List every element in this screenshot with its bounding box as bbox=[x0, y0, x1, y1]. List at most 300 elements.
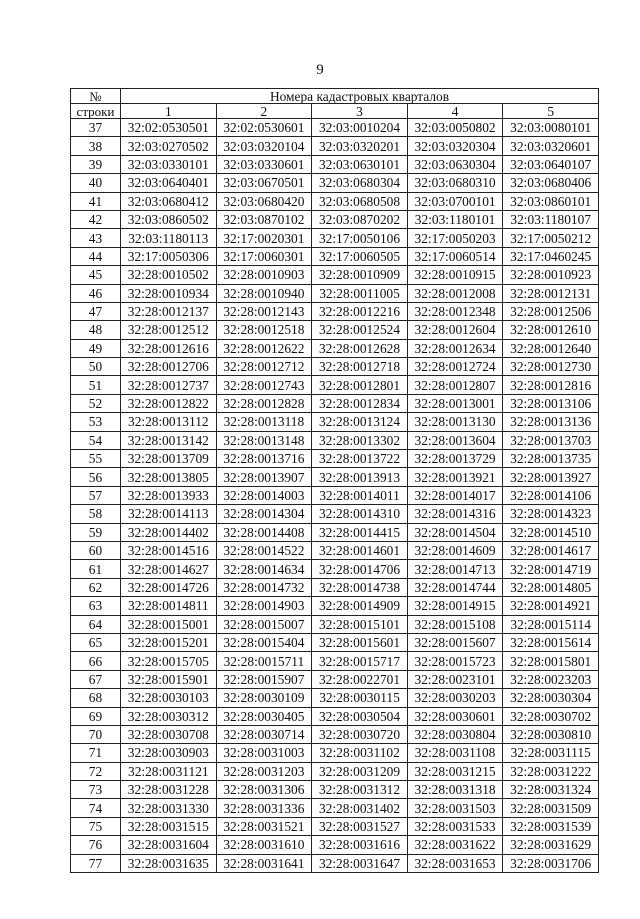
table-row bbox=[71, 799, 599, 817]
row-number-cell: 72 bbox=[71, 762, 121, 780]
cadastral-number-cell: 32:28:0013927 bbox=[503, 468, 599, 486]
cadastral-number-cell: 32:28:0031102 bbox=[312, 744, 408, 762]
cadastral-number-cell: 32:28:0014011 bbox=[312, 486, 408, 504]
cadastral-number-cell: 32:17:0050306 bbox=[121, 247, 217, 265]
row-number-cell: 71 bbox=[71, 744, 121, 762]
cadastral-number-cell: 32:28:0015001 bbox=[121, 615, 217, 633]
table-row bbox=[71, 762, 599, 780]
row-number-cell: 40 bbox=[71, 174, 121, 192]
cadastral-number-cell: 32:28:0031515 bbox=[121, 817, 217, 835]
table-row bbox=[71, 836, 599, 854]
cadastral-number-cell: 32:28:0030714 bbox=[216, 725, 312, 743]
table-row bbox=[71, 560, 599, 578]
row-number-cell: 41 bbox=[71, 192, 121, 210]
cadastral-number-cell: 32:28:0013142 bbox=[121, 431, 217, 449]
cadastral-number-cell: 32:03:0870202 bbox=[312, 210, 408, 228]
row-number-cell: 49 bbox=[71, 339, 121, 357]
cadastral-number-cell: 32:28:0030720 bbox=[312, 725, 408, 743]
cadastral-number-cell: 32:03:0680412 bbox=[121, 192, 217, 210]
cadastral-number-cell: 32:28:0012518 bbox=[216, 321, 312, 339]
cadastral-number-cell: 32:28:0013124 bbox=[312, 413, 408, 431]
table-row bbox=[71, 266, 599, 284]
cadastral-number-cell: 32:28:0012616 bbox=[121, 339, 217, 357]
cadastral-number-cell: 32:28:0031330 bbox=[121, 799, 217, 817]
cadastral-number-cell: 32:28:0014921 bbox=[503, 597, 599, 615]
cadastral-number-cell: 32:03:1180107 bbox=[503, 210, 599, 228]
table-row bbox=[71, 578, 599, 596]
cadastral-number-cell: 32:28:0014601 bbox=[312, 541, 408, 559]
cadastral-number-cell: 32:28:0012622 bbox=[216, 339, 312, 357]
table-row bbox=[71, 597, 599, 615]
row-number-cell: 67 bbox=[71, 670, 121, 688]
cadastral-number-cell: 32:28:0030304 bbox=[503, 689, 599, 707]
cadastral-number-cell: 32:28:0012143 bbox=[216, 302, 312, 320]
cadastral-number-cell: 32:03:0680310 bbox=[407, 174, 503, 192]
cadastral-quarters-table bbox=[70, 88, 599, 873]
row-number-cell: 63 bbox=[71, 597, 121, 615]
table-row bbox=[71, 321, 599, 339]
cadastral-number-cell: 32:28:0030312 bbox=[121, 707, 217, 725]
cadastral-number-cell: 32:28:0012640 bbox=[503, 339, 599, 357]
cadastral-number-cell: 32:03:0680508 bbox=[312, 192, 408, 210]
row-number-cell: 73 bbox=[71, 781, 121, 799]
cadastral-number-cell: 32:28:0015907 bbox=[216, 670, 312, 688]
row-number-cell: 50 bbox=[71, 358, 121, 376]
cadastral-number-cell: 32:28:0031533 bbox=[407, 817, 503, 835]
cadastral-number-cell: 32:28:0031503 bbox=[407, 799, 503, 817]
cadastral-number-cell: 32:28:0031121 bbox=[121, 762, 217, 780]
cadastral-number-cell: 32:28:0031647 bbox=[312, 854, 408, 872]
row-number-cell: 66 bbox=[71, 652, 121, 670]
cadastral-number-cell: 32:28:0010909 bbox=[312, 266, 408, 284]
table-row bbox=[71, 486, 599, 504]
cadastral-number-cell: 32:28:0030810 bbox=[503, 725, 599, 743]
cadastral-number-cell: 32:28:0012828 bbox=[216, 394, 312, 412]
table-row bbox=[71, 505, 599, 523]
cadastral-number-cell: 32:28:0012807 bbox=[407, 376, 503, 394]
cadastral-number-cell: 32:03:0700101 bbox=[407, 192, 503, 210]
cadastral-number-cell: 32:28:0031539 bbox=[503, 817, 599, 835]
cadastral-number-cell: 32:28:0031706 bbox=[503, 854, 599, 872]
cadastral-number-cell: 32:03:0640107 bbox=[503, 155, 599, 173]
cadastral-number-cell: 32:28:0012506 bbox=[503, 302, 599, 320]
column-header-4: 4 bbox=[407, 104, 503, 119]
cadastral-number-cell: 32:28:0015007 bbox=[216, 615, 312, 633]
cadastral-number-cell: 32:28:0014316 bbox=[407, 505, 503, 523]
cadastral-number-cell: 32:28:0031324 bbox=[503, 781, 599, 799]
row-number-cell: 43 bbox=[71, 229, 121, 247]
cadastral-number-cell: 32:03:0680420 bbox=[216, 192, 312, 210]
cadastral-number-cell: 32:03:0640401 bbox=[121, 174, 217, 192]
table-row bbox=[71, 744, 599, 762]
cadastral-number-cell: 32:28:0031622 bbox=[407, 836, 503, 854]
cadastral-number-cell: 32:28:0013302 bbox=[312, 431, 408, 449]
cadastral-number-cell: 32:28:0012743 bbox=[216, 376, 312, 394]
cadastral-number-cell: 32:28:0015114 bbox=[503, 615, 599, 633]
table-row bbox=[71, 339, 599, 357]
table-row bbox=[71, 431, 599, 449]
cadastral-number-cell: 32:28:0010915 bbox=[407, 266, 503, 284]
row-number-cell: 77 bbox=[71, 854, 121, 872]
cadastral-number-cell: 32:28:0031003 bbox=[216, 744, 312, 762]
cadastral-number-cell: 32:28:0014516 bbox=[121, 541, 217, 559]
cadastral-number-cell: 32:28:0012834 bbox=[312, 394, 408, 412]
cadastral-number-cell: 32:28:0030109 bbox=[216, 689, 312, 707]
cadastral-number-cell: 32:28:0011005 bbox=[312, 284, 408, 302]
cadastral-number-cell: 32:28:0014713 bbox=[407, 560, 503, 578]
cadastral-number-cell: 32:17:0050203 bbox=[407, 229, 503, 247]
table-row bbox=[71, 192, 599, 210]
cadastral-number-cell: 32:28:0013148 bbox=[216, 431, 312, 449]
cadastral-number-cell: 32:03:0330601 bbox=[216, 155, 312, 173]
cadastral-number-cell: 32:03:0680304 bbox=[312, 174, 408, 192]
table-body bbox=[71, 119, 599, 873]
row-number-cell: 44 bbox=[71, 247, 121, 265]
cadastral-number-cell: 32:28:0015607 bbox=[407, 633, 503, 651]
cadastral-number-cell: 32:28:0030103 bbox=[121, 689, 217, 707]
cadastral-number-cell: 32:03:0010204 bbox=[312, 119, 408, 137]
cadastral-number-cell: 32:28:0013136 bbox=[503, 413, 599, 431]
cadastral-number-cell: 32:28:0012604 bbox=[407, 321, 503, 339]
table-row bbox=[71, 670, 599, 688]
cadastral-number-cell: 32:28:0013130 bbox=[407, 413, 503, 431]
table-row bbox=[71, 247, 599, 265]
cadastral-number-cell: 32:28:0014617 bbox=[503, 541, 599, 559]
cadastral-number-cell: 32:28:0012512 bbox=[121, 321, 217, 339]
cadastral-number-cell: 32:28:0014915 bbox=[407, 597, 503, 615]
cadastral-number-cell: 32:17:0060301 bbox=[216, 247, 312, 265]
header-row-title bbox=[71, 89, 599, 104]
table-row bbox=[71, 781, 599, 799]
cadastral-number-cell: 32:28:0012706 bbox=[121, 358, 217, 376]
cadastral-number-cell: 32:28:0014522 bbox=[216, 541, 312, 559]
cadastral-number-cell: 32:28:0030405 bbox=[216, 707, 312, 725]
cadastral-number-cell: 32:28:0012801 bbox=[312, 376, 408, 394]
row-number-cell: 74 bbox=[71, 799, 121, 817]
cadastral-number-cell: 32:02:0530501 bbox=[121, 119, 217, 137]
cadastral-number-cell: 32:28:0015601 bbox=[312, 633, 408, 651]
cadastral-number-cell: 32:28:0012822 bbox=[121, 394, 217, 412]
column-header-3: 3 bbox=[312, 104, 408, 119]
cadastral-number-cell: 32:17:0460245 bbox=[503, 247, 599, 265]
row-number-cell: 70 bbox=[71, 725, 121, 743]
cadastral-number-cell: 32:28:0014732 bbox=[216, 578, 312, 596]
row-number-cell: 56 bbox=[71, 468, 121, 486]
cadastral-number-cell: 32:28:0023203 bbox=[503, 670, 599, 688]
cadastral-number-cell: 32:28:0030115 bbox=[312, 689, 408, 707]
cadastral-number-cell: 32:28:0014738 bbox=[312, 578, 408, 596]
column-header-2: 2 bbox=[216, 104, 312, 119]
cadastral-number-cell: 32:03:0080101 bbox=[503, 119, 599, 137]
cadastral-number-cell: 32:03:0320304 bbox=[407, 137, 503, 155]
cadastral-number-cell: 32:28:0031635 bbox=[121, 854, 217, 872]
cadastral-number-cell: 32:28:0015101 bbox=[312, 615, 408, 633]
cadastral-number-cell: 32:28:0015614 bbox=[503, 633, 599, 651]
cadastral-number-cell: 32:03:1180113 bbox=[121, 229, 217, 247]
cadastral-number-cell: 32:28:0031203 bbox=[216, 762, 312, 780]
cadastral-number-cell: 32:28:0015901 bbox=[121, 670, 217, 688]
table-row bbox=[71, 652, 599, 670]
cadastral-number-cell: 32:28:0031641 bbox=[216, 854, 312, 872]
table-row bbox=[71, 854, 599, 872]
cadastral-number-cell: 32:28:0010903 bbox=[216, 266, 312, 284]
cadastral-number-cell: 32:28:0014634 bbox=[216, 560, 312, 578]
row-number-cell: 53 bbox=[71, 413, 121, 431]
row-number-cell: 62 bbox=[71, 578, 121, 596]
row-number-cell: 51 bbox=[71, 376, 121, 394]
cadastral-number-cell: 32:03:0870102 bbox=[216, 210, 312, 228]
row-number-cell: 61 bbox=[71, 560, 121, 578]
cadastral-number-cell: 32:28:0013716 bbox=[216, 450, 312, 468]
cadastral-number-cell: 32:28:0031215 bbox=[407, 762, 503, 780]
row-number-cell: 48 bbox=[71, 321, 121, 339]
cadastral-number-cell: 32:28:0031222 bbox=[503, 762, 599, 780]
cadastral-number-cell: 32:28:0030702 bbox=[503, 707, 599, 725]
cadastral-number-cell: 32:28:0012131 bbox=[503, 284, 599, 302]
cadastral-number-cell: 32:28:0015404 bbox=[216, 633, 312, 651]
cadastral-number-cell: 32:28:0030804 bbox=[407, 725, 503, 743]
table-row bbox=[71, 615, 599, 633]
cadastral-number-cell: 32:03:0320601 bbox=[503, 137, 599, 155]
cadastral-number-cell: 32:28:0013722 bbox=[312, 450, 408, 468]
row-number-cell: 57 bbox=[71, 486, 121, 504]
cadastral-number-cell: 32:28:0015108 bbox=[407, 615, 503, 633]
cadastral-number-cell: 32:17:0060505 bbox=[312, 247, 408, 265]
cadastral-number-cell: 32:28:0012628 bbox=[312, 339, 408, 357]
cadastral-number-cell: 32:28:0014310 bbox=[312, 505, 408, 523]
cadastral-number-cell: 32:17:0060514 bbox=[407, 247, 503, 265]
row-number-cell: 38 bbox=[71, 137, 121, 155]
row-number-cell: 69 bbox=[71, 707, 121, 725]
cadastral-number-cell: 32:28:0014504 bbox=[407, 523, 503, 541]
cadastral-number-cell: 32:28:0014017 bbox=[407, 486, 503, 504]
table-row bbox=[71, 137, 599, 155]
table-row bbox=[71, 541, 599, 559]
row-number-header-symbol: № bbox=[71, 89, 121, 104]
cadastral-number-cell: 32:28:0014415 bbox=[312, 523, 408, 541]
cadastral-number-cell: 32:28:0031527 bbox=[312, 817, 408, 835]
cadastral-number-cell: 32:28:0012712 bbox=[216, 358, 312, 376]
cadastral-number-cell: 32:28:0013703 bbox=[503, 431, 599, 449]
table-row bbox=[71, 689, 599, 707]
cadastral-number-cell: 32:28:0010940 bbox=[216, 284, 312, 302]
cadastral-number-cell: 32:28:0012524 bbox=[312, 321, 408, 339]
row-number-cell: 68 bbox=[71, 689, 121, 707]
cadastral-number-cell: 32:28:0010923 bbox=[503, 266, 599, 284]
cadastral-number-cell: 32:28:0031108 bbox=[407, 744, 503, 762]
cadastral-number-cell: 32:28:0013913 bbox=[312, 468, 408, 486]
row-number-cell: 58 bbox=[71, 505, 121, 523]
cadastral-number-cell: 32:28:0012634 bbox=[407, 339, 503, 357]
cadastral-number-cell: 32:28:0031115 bbox=[503, 744, 599, 762]
cadastral-number-cell: 32:03:0630101 bbox=[312, 155, 408, 173]
row-number-cell: 64 bbox=[71, 615, 121, 633]
cadastral-number-cell: 32:28:0030601 bbox=[407, 707, 503, 725]
cadastral-number-cell: 32:28:0014726 bbox=[121, 578, 217, 596]
table-row bbox=[71, 707, 599, 725]
cadastral-number-cell: 32:03:0270502 bbox=[121, 137, 217, 155]
cadastral-number-cell: 32:28:0013805 bbox=[121, 468, 217, 486]
cadastral-number-cell: 32:03:0630304 bbox=[407, 155, 503, 173]
column-header-1: 1 bbox=[121, 104, 217, 119]
cadastral-number-cell: 32:28:0015723 bbox=[407, 652, 503, 670]
cadastral-number-cell: 32:28:0013001 bbox=[407, 394, 503, 412]
cadastral-number-cell: 32:28:0014304 bbox=[216, 505, 312, 523]
cadastral-number-cell: 32:17:0050106 bbox=[312, 229, 408, 247]
page-number: 9 bbox=[316, 62, 324, 78]
cadastral-number-cell: 32:03:0860502 bbox=[121, 210, 217, 228]
cadastral-number-cell: 32:03:0320201 bbox=[312, 137, 408, 155]
cadastral-number-cell: 32:03:0670501 bbox=[216, 174, 312, 192]
cadastral-number-cell: 32:02:0530601 bbox=[216, 119, 312, 137]
row-number-cell: 75 bbox=[71, 817, 121, 835]
cadastral-number-cell: 32:28:0030203 bbox=[407, 689, 503, 707]
cadastral-number-cell: 32:28:0031228 bbox=[121, 781, 217, 799]
row-number-cell: 39 bbox=[71, 155, 121, 173]
cadastral-number-cell: 32:28:0031604 bbox=[121, 836, 217, 854]
cadastral-number-cell: 32:28:0012724 bbox=[407, 358, 503, 376]
row-number-cell: 59 bbox=[71, 523, 121, 541]
table-row bbox=[71, 468, 599, 486]
row-number-cell: 76 bbox=[71, 836, 121, 854]
table-row bbox=[71, 413, 599, 431]
cadastral-number-cell: 32:28:0014402 bbox=[121, 523, 217, 541]
cadastral-number-cell: 32:28:0015705 bbox=[121, 652, 217, 670]
cadastral-number-cell: 32:28:0012730 bbox=[503, 358, 599, 376]
cadastral-number-cell: 32:28:0022701 bbox=[312, 670, 408, 688]
cadastral-number-cell: 32:28:0012816 bbox=[503, 376, 599, 394]
cadastral-number-cell: 32:28:0010502 bbox=[121, 266, 217, 284]
cadastral-number-cell: 32:28:0014003 bbox=[216, 486, 312, 504]
cadastral-number-cell: 32:28:0015717 bbox=[312, 652, 408, 670]
cadastral-number-cell: 32:28:0014744 bbox=[407, 578, 503, 596]
cadastral-number-cell: 32:28:0014510 bbox=[503, 523, 599, 541]
cadastral-number-cell: 32:28:0031209 bbox=[312, 762, 408, 780]
cadastral-number-cell: 32:17:0050212 bbox=[503, 229, 599, 247]
table-row bbox=[71, 284, 599, 302]
table-row bbox=[71, 302, 599, 320]
cadastral-number-cell: 32:28:0031402 bbox=[312, 799, 408, 817]
cadastral-number-cell: 32:28:0013709 bbox=[121, 450, 217, 468]
cadastral-number-cell: 32:17:0020301 bbox=[216, 229, 312, 247]
cadastral-number-cell: 32:28:0014811 bbox=[121, 597, 217, 615]
cadastral-number-cell: 32:28:0013735 bbox=[503, 450, 599, 468]
cadastral-number-cell: 32:28:0031653 bbox=[407, 854, 503, 872]
cadastral-number-cell: 32:28:0014805 bbox=[503, 578, 599, 596]
cadastral-number-cell: 32:28:0013118 bbox=[216, 413, 312, 431]
row-number-cell: 47 bbox=[71, 302, 121, 320]
cadastral-number-cell: 32:28:0014609 bbox=[407, 541, 503, 559]
header-row-columns bbox=[71, 104, 599, 119]
cadastral-number-cell: 32:28:0014323 bbox=[503, 505, 599, 523]
cadastral-number-cell: 32:28:0031616 bbox=[312, 836, 408, 854]
cadastral-number-cell: 32:28:0013112 bbox=[121, 413, 217, 431]
table-row bbox=[71, 210, 599, 228]
table-row bbox=[71, 119, 599, 137]
cadastral-number-cell: 32:28:0014903 bbox=[216, 597, 312, 615]
cadastral-number-cell: 32:28:0030708 bbox=[121, 725, 217, 743]
row-number-cell: 65 bbox=[71, 633, 121, 651]
cadastral-number-cell: 32:28:0014106 bbox=[503, 486, 599, 504]
table-row bbox=[71, 450, 599, 468]
cadastral-number-cell: 32:28:0031509 bbox=[503, 799, 599, 817]
row-number-cell: 46 bbox=[71, 284, 121, 302]
table-row bbox=[71, 725, 599, 743]
cadastral-number-cell: 32:28:0023101 bbox=[407, 670, 503, 688]
cadastral-number-cell: 32:28:0031610 bbox=[216, 836, 312, 854]
table-row bbox=[71, 817, 599, 835]
cadastral-number-cell: 32:28:0012137 bbox=[121, 302, 217, 320]
cadastral-number-cell: 32:28:0012737 bbox=[121, 376, 217, 394]
cadastral-number-cell: 32:28:0013921 bbox=[407, 468, 503, 486]
cadastral-number-cell: 32:28:0031306 bbox=[216, 781, 312, 799]
cadastral-number-cell: 32:03:0860101 bbox=[503, 192, 599, 210]
cadastral-number-cell: 32:28:0031629 bbox=[503, 836, 599, 854]
row-number-cell: 37 bbox=[71, 119, 121, 137]
table-row bbox=[71, 155, 599, 173]
cadastral-number-cell: 32:03:1180101 bbox=[407, 210, 503, 228]
cadastral-number-cell: 32:28:0014706 bbox=[312, 560, 408, 578]
cadastral-number-cell: 32:28:0012216 bbox=[312, 302, 408, 320]
cadastral-number-cell: 32:28:0013106 bbox=[503, 394, 599, 412]
cadastral-number-cell: 32:28:0031312 bbox=[312, 781, 408, 799]
cadastral-number-cell: 32:28:0015201 bbox=[121, 633, 217, 651]
row-number-cell: 52 bbox=[71, 394, 121, 412]
cadastral-number-cell: 32:03:0680406 bbox=[503, 174, 599, 192]
cadastral-number-cell: 32:03:0330101 bbox=[121, 155, 217, 173]
cadastral-number-cell: 32:28:0014408 bbox=[216, 523, 312, 541]
row-number-cell: 45 bbox=[71, 266, 121, 284]
table-row bbox=[71, 633, 599, 651]
cadastral-number-cell: 32:28:0030903 bbox=[121, 744, 217, 762]
cadastral-number-cell: 32:28:0014909 bbox=[312, 597, 408, 615]
cadastral-number-cell: 32:28:0014719 bbox=[503, 560, 599, 578]
table-row bbox=[71, 523, 599, 541]
table-title-header: Номера кадастровых кварталов bbox=[121, 89, 599, 104]
row-number-cell: 60 bbox=[71, 541, 121, 559]
cadastral-number-cell: 32:28:0012718 bbox=[312, 358, 408, 376]
cadastral-number-cell: 32:28:0010934 bbox=[121, 284, 217, 302]
cadastral-number-cell: 32:28:0030504 bbox=[312, 707, 408, 725]
cadastral-number-cell: 32:28:0015801 bbox=[503, 652, 599, 670]
column-header-5: 5 bbox=[503, 104, 599, 119]
cadastral-number-cell: 32:28:0031521 bbox=[216, 817, 312, 835]
row-number-cell: 42 bbox=[71, 210, 121, 228]
cadastral-number-cell: 32:28:0014627 bbox=[121, 560, 217, 578]
cadastral-number-cell: 32:28:0013604 bbox=[407, 431, 503, 449]
row-number-header-label: строки bbox=[71, 104, 121, 119]
row-number-cell: 55 bbox=[71, 450, 121, 468]
table-row bbox=[71, 174, 599, 192]
cadastral-number-cell: 32:28:0031318 bbox=[407, 781, 503, 799]
cadastral-number-cell: 32:28:0012348 bbox=[407, 302, 503, 320]
row-number-cell: 54 bbox=[71, 431, 121, 449]
cadastral-number-cell: 32:28:0012610 bbox=[503, 321, 599, 339]
cadastral-number-cell: 32:03:0320104 bbox=[216, 137, 312, 155]
cadastral-number-cell: 32:28:0013933 bbox=[121, 486, 217, 504]
table-row bbox=[71, 358, 599, 376]
table-row bbox=[71, 394, 599, 412]
cadastral-number-cell: 32:03:0050802 bbox=[407, 119, 503, 137]
table-row bbox=[71, 229, 599, 247]
cadastral-number-cell: 32:28:0031336 bbox=[216, 799, 312, 817]
cadastral-number-cell: 32:28:0013907 bbox=[216, 468, 312, 486]
cadastral-number-cell: 32:28:0012008 bbox=[407, 284, 503, 302]
cadastral-number-cell: 32:28:0015711 bbox=[216, 652, 312, 670]
table-row bbox=[71, 376, 599, 394]
cadastral-number-cell: 32:28:0014113 bbox=[121, 505, 217, 523]
cadastral-number-cell: 32:28:0013729 bbox=[407, 450, 503, 468]
